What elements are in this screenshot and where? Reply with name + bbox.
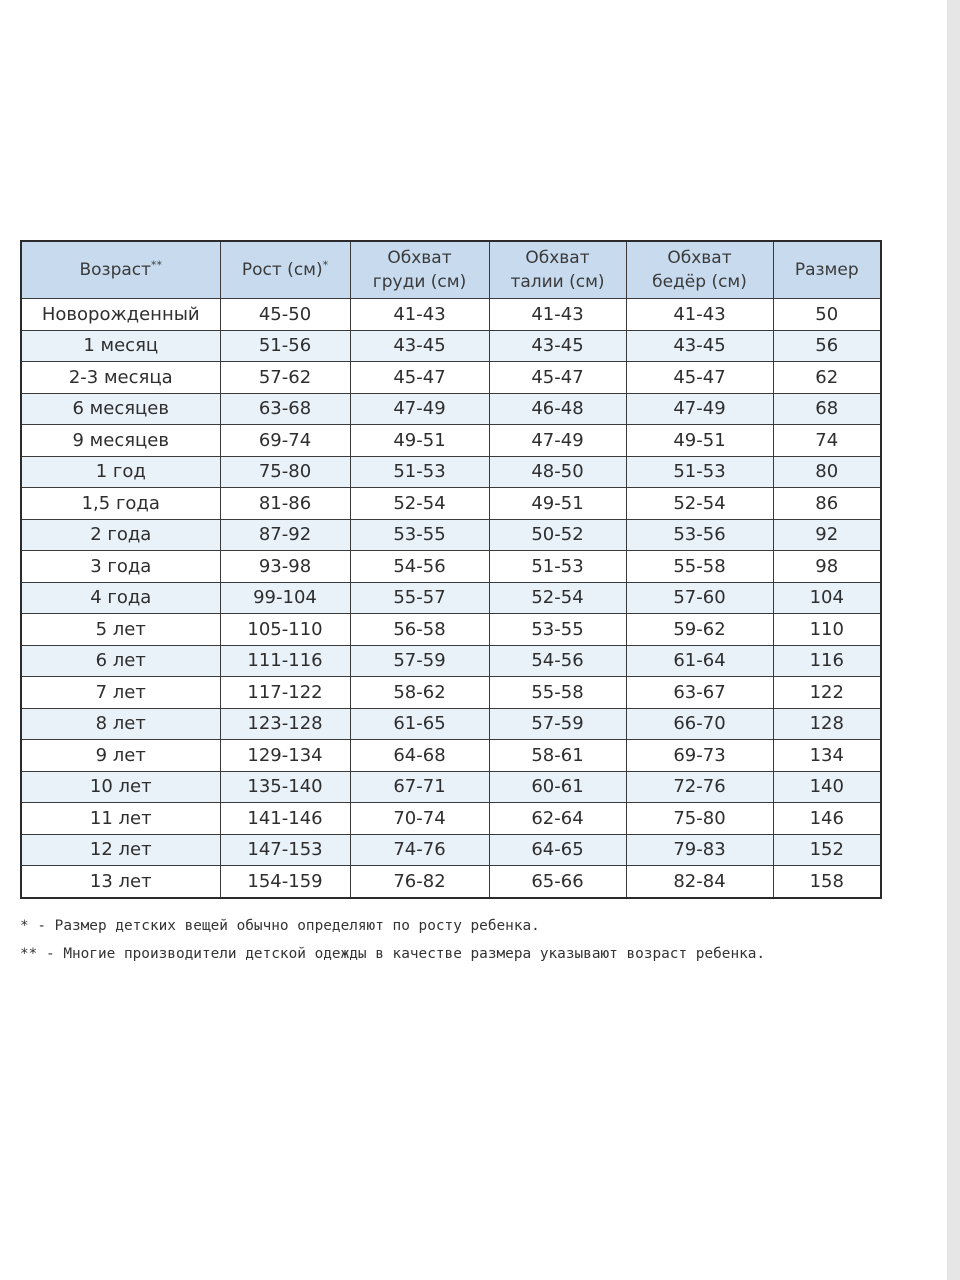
cell-age: 1,5 года [21, 488, 220, 520]
header-height-label: Рост (см) [241, 260, 323, 280]
header-chest-line2: груди (см) [372, 272, 467, 292]
header-height [220, 241, 350, 299]
cell-chest: 64-68 [350, 740, 489, 772]
cell-age: 1 год [21, 456, 220, 488]
table-row [21, 330, 881, 362]
cell-waist: 48-50 [489, 456, 626, 488]
cell-size: 158 [773, 866, 881, 898]
cell-height: 147-153 [220, 834, 350, 866]
cell-waist: 58-61 [489, 740, 626, 772]
cell-hips: 72-76 [626, 771, 773, 803]
cell-size: 68 [773, 393, 881, 425]
cell-waist: 50-52 [489, 519, 626, 551]
cell-size: 62 [773, 362, 881, 394]
cell-age: 10 лет [21, 771, 220, 803]
cell-hips: 41-43 [626, 299, 773, 331]
header-hips [626, 241, 773, 299]
cell-height: 105-110 [220, 614, 350, 646]
cell-size: 134 [773, 740, 881, 772]
cell-height: 117-122 [220, 677, 350, 709]
table-row [21, 393, 881, 425]
cell-height: 154-159 [220, 866, 350, 898]
table-row [21, 425, 881, 457]
cell-hips: 59-62 [626, 614, 773, 646]
cell-size: 92 [773, 519, 881, 551]
cell-waist: 62-64 [489, 803, 626, 835]
table-row [21, 362, 881, 394]
cell-height: 87-92 [220, 519, 350, 551]
cell-hips: 75-80 [626, 803, 773, 835]
cell-hips: 52-54 [626, 488, 773, 520]
table-row [21, 834, 881, 866]
cell-chest: 41-43 [350, 299, 489, 331]
header-height-footnote-mark: * [322, 258, 329, 272]
cell-height: 51-56 [220, 330, 350, 362]
cell-age: 4 года [21, 582, 220, 614]
table-row [21, 708, 881, 740]
table-row [21, 614, 881, 646]
cell-chest: 47-49 [350, 393, 489, 425]
cell-height: 129-134 [220, 740, 350, 772]
cell-waist: 51-53 [489, 551, 626, 583]
table-row [21, 771, 881, 803]
cell-height: 93-98 [220, 551, 350, 583]
cell-chest: 52-54 [350, 488, 489, 520]
cell-chest: 76-82 [350, 866, 489, 898]
table-row [21, 740, 881, 772]
cell-chest: 74-76 [350, 834, 489, 866]
header-hips-line2: бедёр (см) [652, 272, 747, 292]
cell-chest: 67-71 [350, 771, 489, 803]
table-row [21, 488, 881, 520]
cell-waist: 52-54 [489, 582, 626, 614]
cell-waist: 45-47 [489, 362, 626, 394]
cell-age: 13 лет [21, 866, 220, 898]
cell-age: 1 месяц [21, 330, 220, 362]
footnote-age: ** - Многие производители детской одежды в качестве размера указывают возраст ребенка. [20, 946, 766, 962]
cell-size: 110 [773, 614, 881, 646]
cell-hips: 53-56 [626, 519, 773, 551]
cell-chest: 58-62 [350, 677, 489, 709]
cell-waist: 64-65 [489, 834, 626, 866]
table-row [21, 645, 881, 677]
cell-age: 12 лет [21, 834, 220, 866]
cell-chest: 53-55 [350, 519, 489, 551]
header-age-footnote-mark: ** [151, 258, 163, 272]
cell-age: 2-3 месяца [21, 362, 220, 394]
cell-height: 69-74 [220, 425, 350, 457]
cell-chest: 49-51 [350, 425, 489, 457]
page-edge [947, 0, 960, 1280]
cell-size: 80 [773, 456, 881, 488]
cell-age: 2 года [21, 519, 220, 551]
table-row [21, 803, 881, 835]
cell-age: 8 лет [21, 708, 220, 740]
table-row [21, 677, 881, 709]
table-row [21, 519, 881, 551]
size-chart-table [20, 240, 882, 899]
cell-chest: 55-57 [350, 582, 489, 614]
cell-chest: 56-58 [350, 614, 489, 646]
cell-chest: 70-74 [350, 803, 489, 835]
cell-height: 141-146 [220, 803, 350, 835]
cell-height: 57-62 [220, 362, 350, 394]
cell-chest: 57-59 [350, 645, 489, 677]
cell-hips: 61-64 [626, 645, 773, 677]
cell-height: 45-50 [220, 299, 350, 331]
cell-height: 111-116 [220, 645, 350, 677]
cell-age: 3 года [21, 551, 220, 583]
cell-waist: 43-45 [489, 330, 626, 362]
table-body [21, 299, 881, 898]
cell-age: 5 лет [21, 614, 220, 646]
cell-size: 86 [773, 488, 881, 520]
cell-size: 140 [773, 771, 881, 803]
cell-hips: 43-45 [626, 330, 773, 362]
table-row [21, 551, 881, 583]
cell-chest: 51-53 [350, 456, 489, 488]
table-row [21, 456, 881, 488]
cell-height: 81-86 [220, 488, 350, 520]
cell-hips: 69-73 [626, 740, 773, 772]
cell-waist: 55-58 [489, 677, 626, 709]
cell-hips: 82-84 [626, 866, 773, 898]
cell-waist: 53-55 [489, 614, 626, 646]
cell-waist: 54-56 [489, 645, 626, 677]
cell-hips: 63-67 [626, 677, 773, 709]
cell-size: 116 [773, 645, 881, 677]
cell-hips: 47-49 [626, 393, 773, 425]
cell-age: 11 лет [21, 803, 220, 835]
cell-waist: 49-51 [489, 488, 626, 520]
cell-age: 6 месяцев [21, 393, 220, 425]
table-row [21, 582, 881, 614]
cell-size: 56 [773, 330, 881, 362]
table-row [21, 299, 881, 331]
cell-size: 152 [773, 834, 881, 866]
cell-age: 9 лет [21, 740, 220, 772]
cell-size: 122 [773, 677, 881, 709]
cell-size: 104 [773, 582, 881, 614]
cell-hips: 49-51 [626, 425, 773, 457]
cell-height: 135-140 [220, 771, 350, 803]
table-row [21, 866, 881, 898]
header-waist-line2: талии (см) [510, 272, 605, 292]
cell-waist: 57-59 [489, 708, 626, 740]
header-chest-line1: Обхват [387, 248, 452, 268]
cell-age: 9 месяцев [21, 425, 220, 457]
header-size [773, 241, 881, 299]
cell-hips: 79-83 [626, 834, 773, 866]
cell-hips: 57-60 [626, 582, 773, 614]
footnote-height: * - Размер детских вещей обычно определяют по росту ребенка. [20, 918, 540, 934]
cell-waist: 47-49 [489, 425, 626, 457]
cell-size: 146 [773, 803, 881, 835]
cell-size: 98 [773, 551, 881, 583]
cell-age: Новорожденный [21, 299, 220, 331]
cell-chest: 43-45 [350, 330, 489, 362]
cell-hips: 55-58 [626, 551, 773, 583]
cell-height: 75-80 [220, 456, 350, 488]
cell-chest: 45-47 [350, 362, 489, 394]
header-size-label: Размер [794, 260, 859, 280]
header-waist [489, 241, 626, 299]
cell-age: 7 лет [21, 677, 220, 709]
cell-hips: 66-70 [626, 708, 773, 740]
footnotes [20, 912, 950, 968]
cell-chest: 61-65 [350, 708, 489, 740]
header-hips-line1: Обхват [667, 248, 732, 268]
header-age-label: Возраст [79, 260, 152, 280]
cell-hips: 51-53 [626, 456, 773, 488]
cell-size: 50 [773, 299, 881, 331]
cell-size: 74 [773, 425, 881, 457]
table-header [21, 241, 881, 299]
cell-hips: 45-47 [626, 362, 773, 394]
cell-size: 128 [773, 708, 881, 740]
cell-age: 6 лет [21, 645, 220, 677]
cell-waist: 46-48 [489, 393, 626, 425]
header-age [21, 241, 220, 299]
header-row [21, 241, 881, 299]
cell-waist: 60-61 [489, 771, 626, 803]
cell-height: 63-68 [220, 393, 350, 425]
cell-waist: 65-66 [489, 866, 626, 898]
cell-chest: 54-56 [350, 551, 489, 583]
cell-waist: 41-43 [489, 299, 626, 331]
cell-height: 123-128 [220, 708, 350, 740]
header-waist-line1: Обхват [525, 248, 590, 268]
header-chest [350, 241, 489, 299]
cell-height: 99-104 [220, 582, 350, 614]
